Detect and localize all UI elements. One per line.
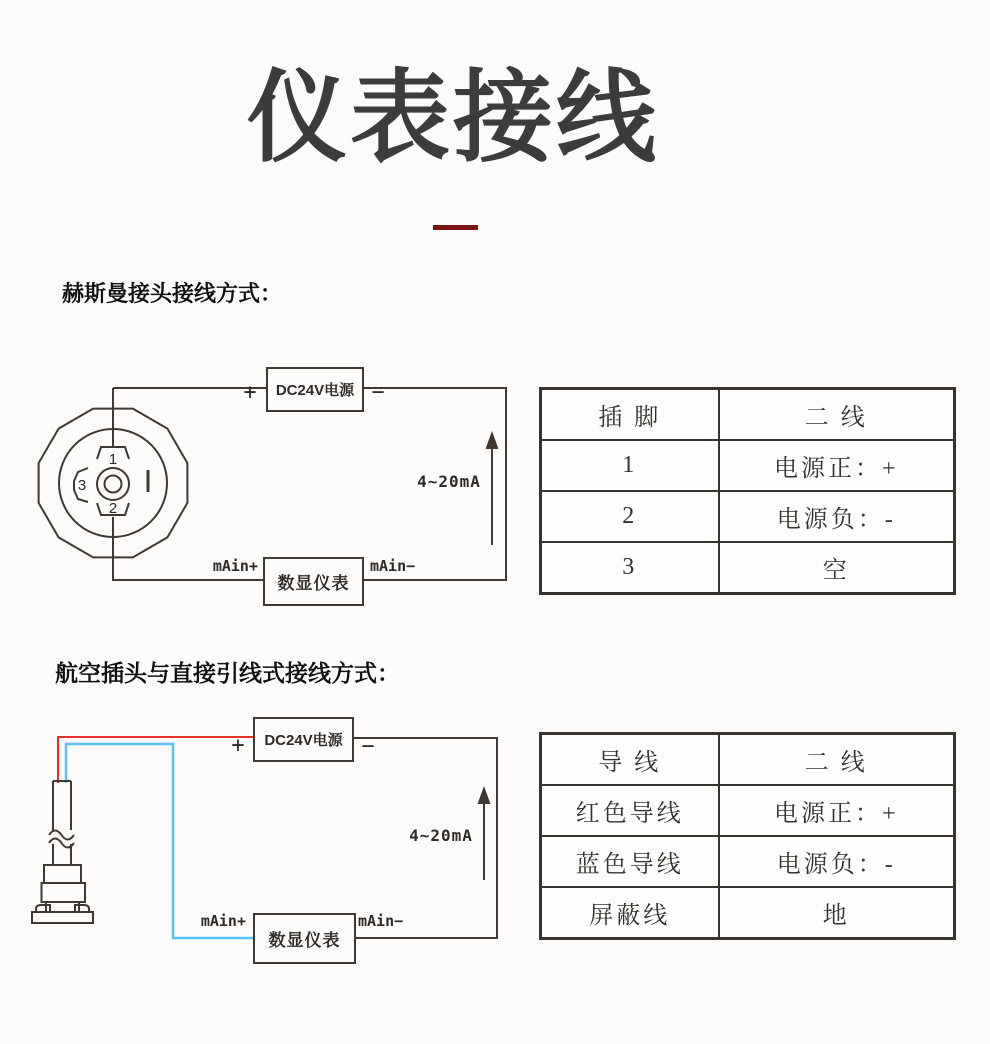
table-cell: 2 bbox=[541, 491, 719, 542]
table-row bbox=[541, 542, 955, 594]
table-cell: 红色导线 bbox=[541, 785, 719, 836]
pin-2-label: 2 bbox=[108, 500, 118, 517]
pressure-sensor-icon bbox=[32, 781, 93, 923]
table-cell: 3 bbox=[541, 542, 719, 594]
lead-wiring-table bbox=[539, 732, 956, 940]
power-plus-label: + bbox=[243, 380, 257, 405]
digital-meter-box bbox=[263, 557, 364, 606]
ma-in-minus-label: mAin− bbox=[358, 912, 404, 930]
digital-meter-box bbox=[253, 913, 356, 964]
ma-in-minus-label: mAin− bbox=[370, 557, 416, 575]
power-minus-label: − bbox=[361, 734, 375, 759]
current-range-label: 4~20mA bbox=[417, 472, 481, 491]
pin-3-label: 3 bbox=[77, 477, 87, 494]
power-supply-box bbox=[266, 367, 364, 412]
power-supply-box bbox=[253, 717, 354, 762]
digital-meter-label: 数显仪表 bbox=[268, 931, 341, 950]
blue-wire bbox=[66, 744, 253, 938]
table-cell: 电源负：- bbox=[719, 491, 955, 542]
table-header-row bbox=[541, 734, 955, 786]
table-header-row bbox=[541, 389, 955, 441]
ma-in-plus-label: mAin+ bbox=[200, 912, 246, 930]
power-supply-label: DC24V电源 bbox=[264, 732, 343, 749]
table-header-cell: 二 线 bbox=[719, 389, 955, 441]
table-header-cell: 插 脚 bbox=[541, 389, 719, 441]
digital-meter-label: 数显仪表 bbox=[277, 574, 350, 593]
table-cell: 电源负：- bbox=[719, 836, 955, 887]
table-row bbox=[541, 491, 955, 542]
table-row bbox=[541, 785, 955, 836]
hirschmann-heading: 赫斯曼接头接线方式： bbox=[62, 281, 283, 306]
table-cell: 电源正：+ bbox=[719, 785, 955, 836]
power-plus-label: + bbox=[231, 733, 245, 758]
current-range-label: 4~20mA bbox=[409, 826, 473, 845]
aviation-heading: 航空插头与直接引线式接线方式： bbox=[55, 660, 400, 686]
table-header-cell: 二 线 bbox=[719, 734, 955, 786]
table-header-cell: 导 线 bbox=[541, 734, 719, 786]
pin-wiring-table bbox=[539, 387, 956, 595]
power-supply-label: DC24V电源 bbox=[275, 382, 355, 399]
title-divider bbox=[433, 225, 478, 230]
table-cell: 屏蔽线 bbox=[541, 887, 719, 939]
table-row bbox=[541, 440, 955, 491]
pin-1-label: 1 bbox=[108, 451, 118, 468]
table-cell: 电源正：+ bbox=[719, 440, 955, 491]
table-cell: 地 bbox=[719, 887, 955, 939]
power-minus-label: − bbox=[371, 380, 385, 405]
page-title: 仪表接线 bbox=[247, 62, 659, 174]
table-row bbox=[541, 836, 955, 887]
table-cell: 1 bbox=[541, 440, 719, 491]
table-cell: 蓝色导线 bbox=[541, 836, 719, 887]
ma-in-plus-label: mAin+ bbox=[212, 557, 258, 575]
table-cell: 空 bbox=[719, 542, 955, 594]
table-row bbox=[541, 887, 955, 939]
